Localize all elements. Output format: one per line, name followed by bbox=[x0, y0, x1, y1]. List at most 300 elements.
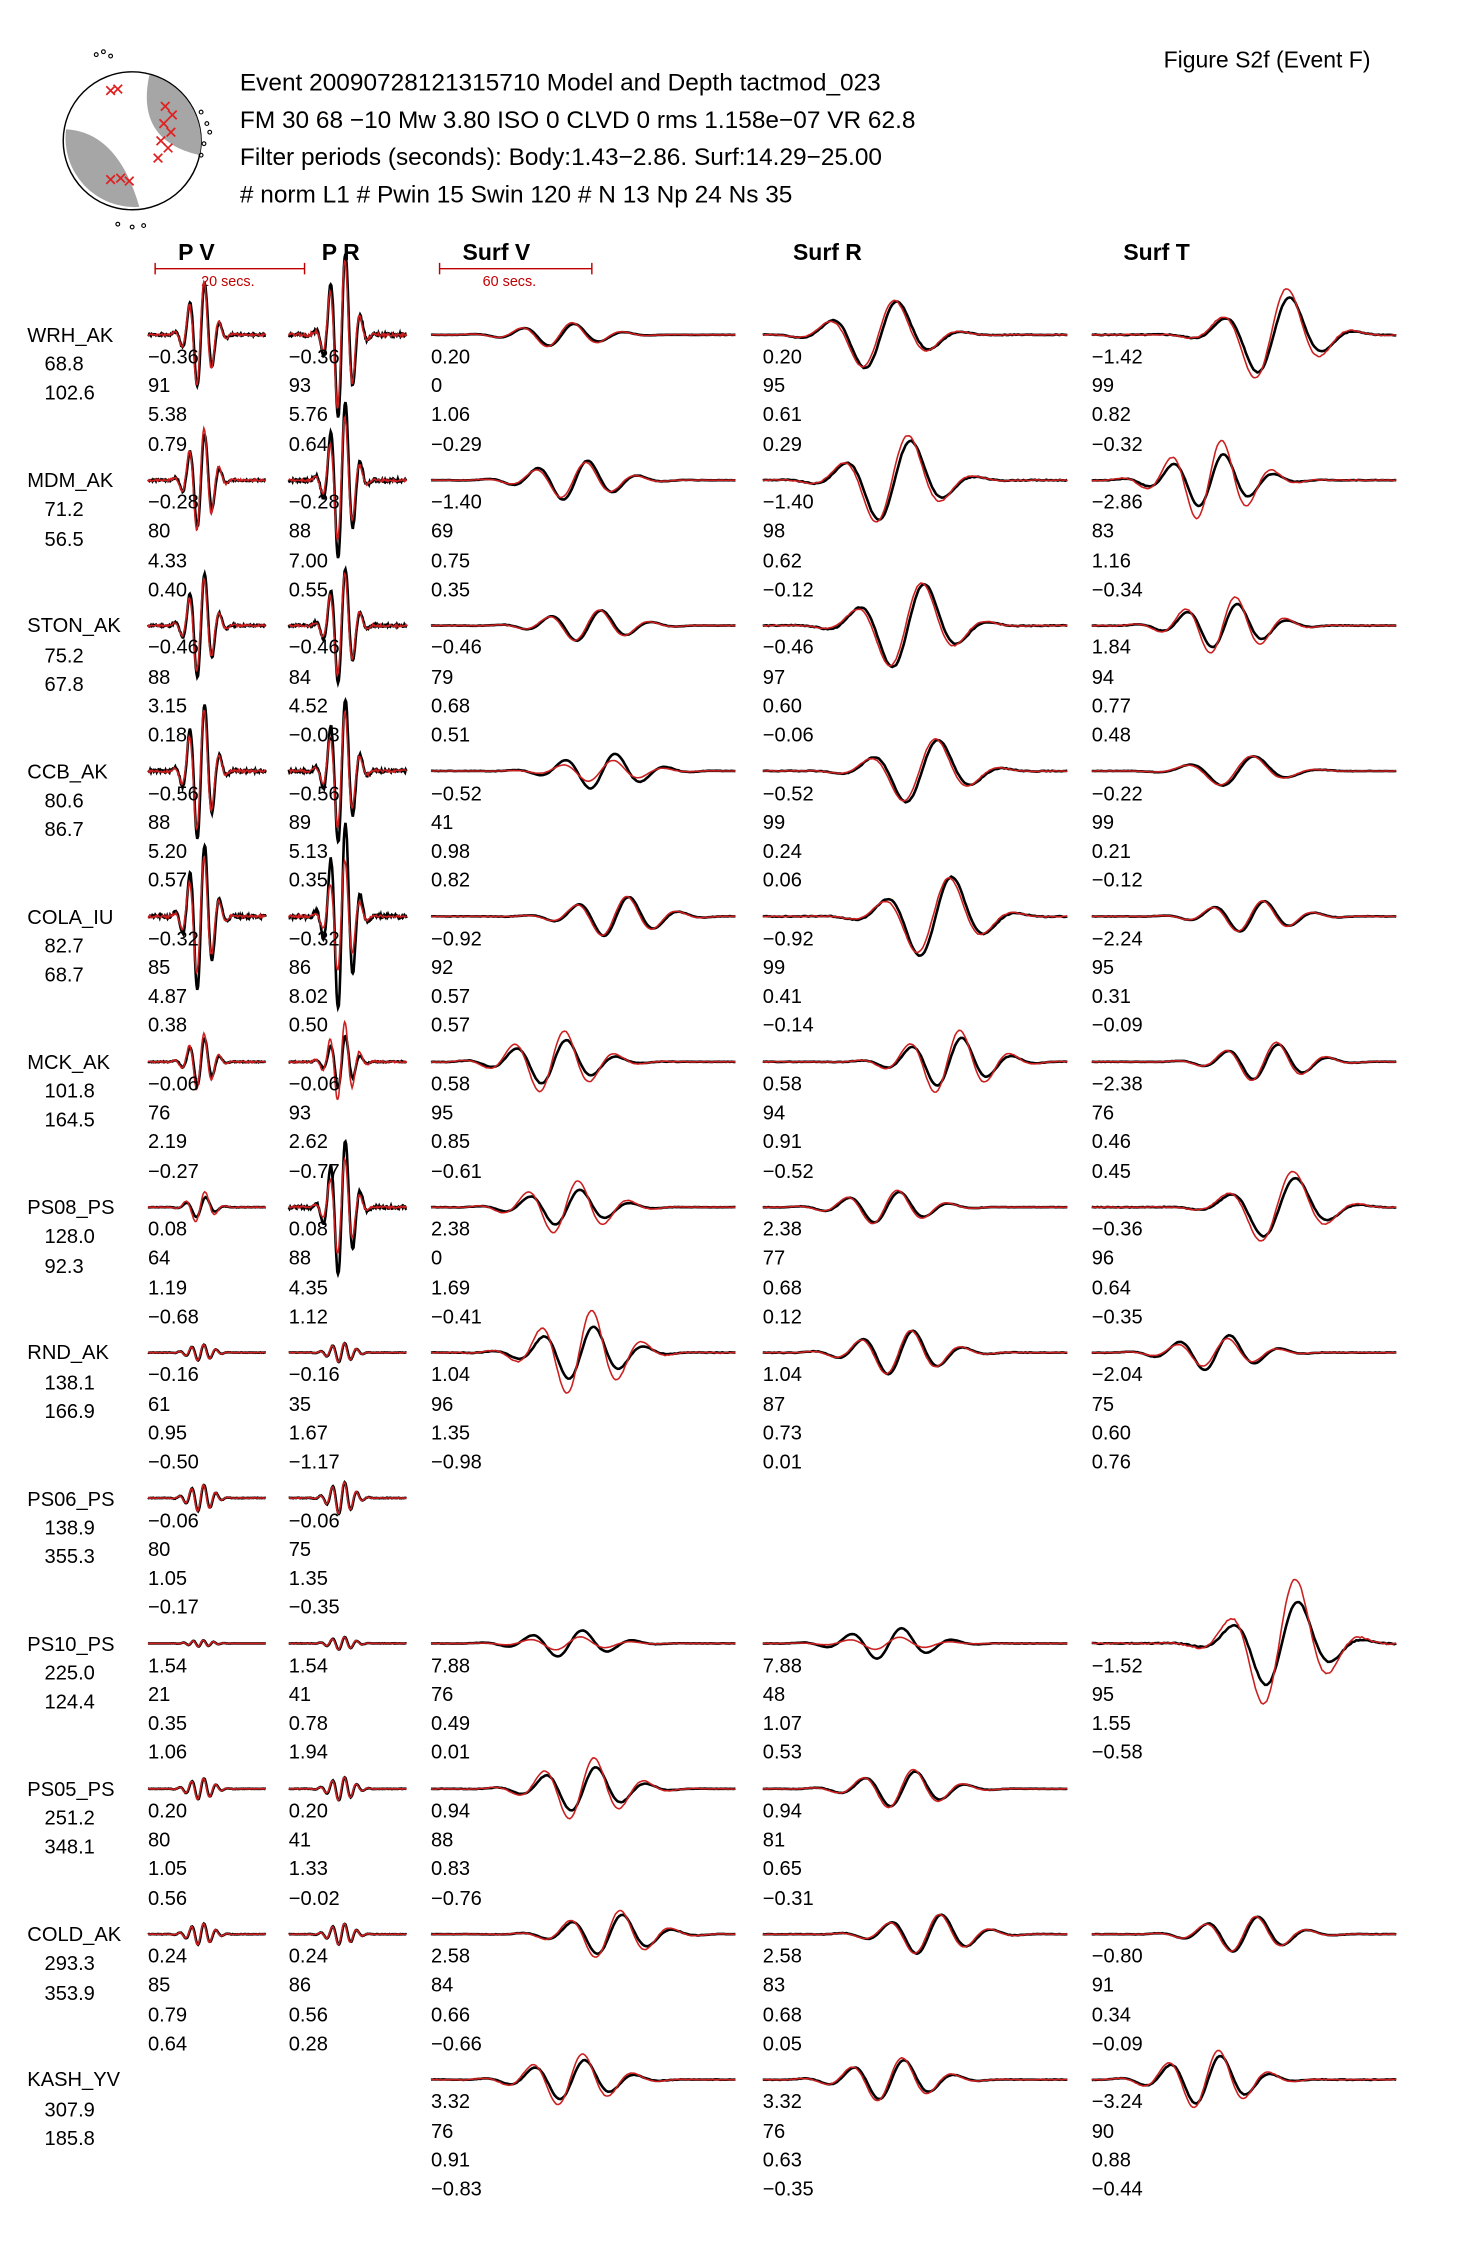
stat-amp: 1.35 bbox=[288, 1566, 328, 1590]
stat-cc: 89 bbox=[288, 810, 312, 834]
stat-amp: 0.64 bbox=[1091, 1275, 1131, 1299]
stat-cc: 41 bbox=[288, 1827, 312, 1851]
stat-tt: 0.48 bbox=[1091, 722, 1131, 746]
stat-tt: −0.35 bbox=[1091, 1304, 1143, 1328]
stat-cc: 84 bbox=[430, 1973, 454, 1997]
component-stats bbox=[148, 633, 199, 749]
station-label bbox=[27, 1484, 114, 1571]
component-stats bbox=[289, 487, 340, 603]
stat-cc: 76 bbox=[762, 2118, 786, 2142]
stat-shift: 0.94 bbox=[430, 1798, 471, 1822]
stat-cc: 94 bbox=[1091, 664, 1115, 688]
stat-cc: 0 bbox=[430, 1246, 443, 1270]
waveform-pair bbox=[763, 1915, 1068, 1954]
stat-cc: 88 bbox=[288, 519, 312, 543]
stat-tt: 0.82 bbox=[430, 868, 471, 892]
component-stats bbox=[431, 1214, 482, 1330]
station-name: PS08_PS bbox=[27, 1195, 115, 1219]
station-distance-azimuth: 355.3 bbox=[44, 1544, 95, 1568]
stat-cc: 85 bbox=[147, 1973, 171, 1997]
station-label bbox=[27, 466, 113, 553]
stat-amp: 0.82 bbox=[1091, 402, 1131, 426]
stat-cc: 79 bbox=[430, 664, 454, 688]
station-distance-azimuth: 86.7 bbox=[44, 817, 84, 841]
stat-cc: 80 bbox=[147, 1827, 171, 1851]
column-header-surf-r: Surf R bbox=[792, 241, 862, 266]
stat-shift: −2.04 bbox=[1091, 1362, 1143, 1386]
stat-cc: 77 bbox=[762, 1246, 786, 1270]
component-stats bbox=[763, 1360, 802, 1476]
waveform-pair bbox=[431, 1630, 736, 1656]
stat-tt: −0.17 bbox=[147, 1595, 199, 1619]
stat-amp: 0.57 bbox=[430, 984, 471, 1008]
stat-tt: −0.68 bbox=[147, 1304, 199, 1328]
station-name: KASH_YV bbox=[27, 2068, 121, 2092]
stat-amp: 0.95 bbox=[147, 1420, 188, 1444]
stat-shift: 7.88 bbox=[430, 1653, 471, 1677]
stat-tt: −0.14 bbox=[762, 1013, 814, 1037]
stat-cc: 96 bbox=[430, 1391, 454, 1415]
station-distance-azimuth: 68.8 bbox=[44, 352, 84, 376]
station-distance-azimuth: 101.8 bbox=[44, 1079, 95, 1103]
stat-amp: 4.33 bbox=[147, 548, 188, 572]
stat-shift: −0.92 bbox=[430, 926, 482, 950]
stat-cc: 80 bbox=[147, 1537, 171, 1561]
stat-tt: −0.12 bbox=[762, 577, 814, 601]
stat-shift: 1.04 bbox=[430, 1362, 471, 1386]
component-stats bbox=[431, 487, 482, 603]
header-line-3: Filter periods (seconds): Body:1.43−2.86. Surf:14.29−25.00 bbox=[239, 143, 883, 171]
stat-tt: −0.31 bbox=[762, 1885, 814, 1909]
stat-amp: 2.19 bbox=[147, 1129, 188, 1153]
stat-cc: 64 bbox=[147, 1246, 171, 1270]
component-stats bbox=[431, 778, 482, 894]
stat-shift: −1.42 bbox=[1091, 344, 1143, 368]
stat-shift: −0.28 bbox=[288, 490, 340, 514]
stat-cc: 88 bbox=[147, 664, 171, 688]
column-header-surf-t: Surf T bbox=[1123, 241, 1190, 266]
column-header-pr: P R bbox=[321, 241, 360, 266]
stat-cc: 76 bbox=[1091, 1100, 1115, 1124]
stat-tt: 0.76 bbox=[1091, 1449, 1131, 1473]
stat-amp: 0.60 bbox=[1091, 1420, 1131, 1444]
body-scale-label: 20 secs. bbox=[201, 274, 255, 291]
stat-tt: 1.06 bbox=[147, 1740, 188, 1764]
stat-tt: −0.77 bbox=[288, 1158, 340, 1182]
station-distance-azimuth: 166.9 bbox=[44, 1399, 95, 1423]
stat-amp: 0.46 bbox=[1091, 1129, 1131, 1153]
stat-tt: −0.44 bbox=[1091, 2176, 1143, 2200]
stat-amp: 1.69 bbox=[430, 1275, 471, 1299]
stat-amp: 0.24 bbox=[762, 839, 802, 863]
component-stats bbox=[148, 924, 199, 1040]
stat-amp: 1.19 bbox=[147, 1275, 188, 1299]
stat-cc: 96 bbox=[1091, 1246, 1115, 1270]
stat-shift: 3.32 bbox=[430, 2089, 471, 2113]
stat-cc: 90 bbox=[1091, 2118, 1115, 2142]
stat-shift: −0.22 bbox=[1091, 781, 1143, 805]
stat-amp: 0.78 bbox=[288, 1711, 328, 1735]
stat-tt: 0.18 bbox=[147, 722, 188, 746]
station-distance-azimuth: 225.0 bbox=[44, 1660, 95, 1684]
stat-tt: −0.50 bbox=[147, 1449, 199, 1473]
stat-tt: −0.02 bbox=[288, 1885, 340, 1909]
stat-shift: 0.24 bbox=[288, 1944, 328, 1968]
stat-amp: 0.60 bbox=[762, 693, 802, 717]
component-stats bbox=[148, 342, 199, 458]
station-distance-azimuth: 82.7 bbox=[44, 933, 84, 957]
stat-tt: 0.40 bbox=[147, 577, 188, 601]
stat-amp: 0.65 bbox=[762, 1856, 802, 1880]
stat-tt: 0.29 bbox=[762, 431, 802, 455]
stat-cc: 86 bbox=[288, 1973, 312, 1997]
component-stats bbox=[148, 1941, 187, 2057]
station-name: CCB_AK bbox=[27, 759, 108, 783]
stat-amp: 1.16 bbox=[1091, 548, 1131, 572]
stat-cc: 69 bbox=[430, 519, 454, 543]
stat-tt: 0.35 bbox=[288, 868, 328, 892]
station-label bbox=[27, 902, 113, 989]
stat-tt: 0.51 bbox=[430, 722, 471, 746]
component-stats bbox=[289, 1941, 328, 2057]
waveform-pair bbox=[148, 1640, 266, 1646]
stat-shift: 0.24 bbox=[147, 1944, 188, 1968]
stat-tt: 0.28 bbox=[288, 2031, 328, 2055]
stat-shift: 0.20 bbox=[430, 344, 471, 368]
stat-shift: 2.58 bbox=[762, 1944, 802, 1968]
stat-tt: −0.03 bbox=[288, 722, 340, 746]
synthetic-trace bbox=[431, 1637, 736, 1650]
component-stats bbox=[1092, 1360, 1143, 1476]
stat-tt: 1.12 bbox=[288, 1304, 328, 1328]
stat-cc: 48 bbox=[762, 1682, 786, 1706]
stat-cc: 91 bbox=[1091, 1973, 1115, 1997]
component-stats bbox=[1092, 487, 1143, 603]
stat-cc: 41 bbox=[288, 1682, 312, 1706]
stat-shift: −0.46 bbox=[147, 635, 199, 659]
stat-tt: −0.58 bbox=[1091, 1740, 1143, 1764]
station-distance-azimuth: 138.1 bbox=[44, 1370, 95, 1394]
component-stats bbox=[289, 1505, 340, 1621]
stat-tt: 0.35 bbox=[430, 577, 471, 601]
stat-shift: −1.40 bbox=[762, 490, 814, 514]
surface-scale-label: 60 secs. bbox=[482, 274, 537, 291]
stat-shift: 0.20 bbox=[762, 344, 802, 368]
stat-shift: 3.32 bbox=[762, 2089, 802, 2113]
component-stats bbox=[1092, 1214, 1143, 1330]
station-distance-azimuth: 68.7 bbox=[44, 962, 84, 986]
stat-amp: 0.88 bbox=[1091, 2147, 1131, 2171]
stat-amp: 1.05 bbox=[147, 1856, 188, 1880]
component-stats bbox=[431, 633, 482, 749]
stat-amp: 0.73 bbox=[762, 1420, 802, 1444]
stat-amp: 0.91 bbox=[762, 1129, 802, 1153]
stat-amp: 0.61 bbox=[762, 402, 802, 426]
stat-cc: 76 bbox=[430, 1682, 454, 1706]
stat-tt: 0.57 bbox=[430, 1013, 471, 1037]
stat-amp: 0.31 bbox=[1091, 984, 1131, 1008]
stat-amp: 1.07 bbox=[762, 1711, 802, 1735]
stat-tt: 0.01 bbox=[430, 1740, 471, 1764]
stat-tt: 0.06 bbox=[762, 868, 802, 892]
stat-tt: 0.64 bbox=[147, 2031, 188, 2055]
stat-tt: −0.41 bbox=[430, 1304, 482, 1328]
station-label bbox=[27, 1774, 114, 1861]
component-stats bbox=[763, 1651, 802, 1767]
stat-tt: −0.34 bbox=[1091, 577, 1143, 601]
stat-amp: 1.05 bbox=[147, 1566, 188, 1590]
stat-shift: −0.06 bbox=[147, 1508, 199, 1532]
stat-amp: 0.34 bbox=[1091, 2002, 1131, 2026]
stat-cc: 97 bbox=[762, 664, 786, 688]
component-stats bbox=[431, 1941, 482, 2057]
stat-amp: 3.15 bbox=[147, 693, 188, 717]
station-distance-azimuth: 307.9 bbox=[44, 2097, 95, 2121]
component-stats bbox=[1092, 1941, 1143, 2057]
component-stats bbox=[148, 1651, 187, 1767]
stat-shift: −1.52 bbox=[1091, 1653, 1143, 1677]
stat-amp: 4.52 bbox=[288, 693, 328, 717]
stat-shift: −0.46 bbox=[430, 635, 482, 659]
stat-cc: 94 bbox=[762, 1100, 786, 1124]
stat-shift: 0.20 bbox=[147, 1798, 188, 1822]
stat-shift: 0.58 bbox=[762, 1071, 802, 1095]
station-distance-azimuth: 92.3 bbox=[44, 1253, 84, 1277]
header-line-1: Event 20090728121315710 Model and Depth tactmod_023 bbox=[239, 68, 881, 97]
station-name: PS06_PS bbox=[27, 1486, 115, 1510]
stat-shift: 1.04 bbox=[762, 1362, 802, 1386]
stat-shift: −0.52 bbox=[762, 781, 814, 805]
stat-cc: 85 bbox=[147, 955, 171, 979]
stat-amp: 0.66 bbox=[430, 2002, 471, 2026]
stat-amp: 0.68 bbox=[762, 1275, 802, 1299]
stat-cc: 35 bbox=[288, 1391, 312, 1415]
component-stats bbox=[289, 1651, 328, 1767]
station-name: MDM_AK bbox=[27, 468, 114, 492]
station-label bbox=[27, 1920, 121, 2007]
component-stats bbox=[431, 1069, 482, 1185]
component-stats bbox=[763, 342, 802, 458]
stat-amp: 0.35 bbox=[147, 1711, 188, 1735]
stat-tt: 0.38 bbox=[147, 1013, 188, 1037]
stat-tt: −0.29 bbox=[430, 431, 482, 455]
stat-shift: −0.56 bbox=[147, 781, 199, 805]
component-stats bbox=[289, 1796, 340, 1912]
stat-tt: −0.76 bbox=[430, 1885, 482, 1909]
stat-cc: 84 bbox=[288, 664, 312, 688]
stat-cc: 93 bbox=[288, 373, 312, 397]
stat-tt: −0.12 bbox=[1091, 868, 1143, 892]
waveform-pair bbox=[1092, 597, 1397, 653]
stat-cc: 95 bbox=[1091, 955, 1115, 979]
component-stats bbox=[289, 633, 340, 749]
station-distance-azimuth: 75.2 bbox=[44, 643, 84, 667]
stat-amp: 0.91 bbox=[430, 2147, 471, 2171]
stat-shift: 2.38 bbox=[430, 1217, 471, 1241]
stat-cc: 41 bbox=[430, 810, 454, 834]
stat-amp: 0.85 bbox=[430, 1129, 471, 1153]
stat-shift: −0.56 bbox=[288, 781, 340, 805]
stat-shift: 0.08 bbox=[147, 1217, 188, 1241]
component-stats bbox=[289, 1360, 340, 1476]
stat-tt: 0.45 bbox=[1091, 1158, 1131, 1182]
component-stats bbox=[289, 1214, 328, 1330]
waveform-pair bbox=[763, 1628, 1068, 1658]
component-stats bbox=[148, 487, 199, 603]
waveform-pair bbox=[763, 1331, 1068, 1375]
stat-shift: 0.20 bbox=[288, 1798, 328, 1822]
header-line-2: FM 30 68 −10 Mw 3.80 ISO 0 CLVD 0 rms 1.158e−07 VR 62.8 bbox=[239, 106, 916, 134]
station-label bbox=[27, 2065, 120, 2152]
stat-shift: −0.80 bbox=[1091, 1944, 1143, 1968]
stat-cc: 75 bbox=[288, 1537, 312, 1561]
stat-tt: −0.06 bbox=[762, 722, 814, 746]
stat-cc: 99 bbox=[762, 810, 786, 834]
station-name: RND_AK bbox=[27, 1341, 109, 1365]
station-distance-azimuth: 185.8 bbox=[44, 2126, 95, 2150]
stat-shift: −0.06 bbox=[288, 1071, 340, 1095]
column-header-surf-v: Surf V bbox=[462, 241, 531, 266]
stat-tt: −0.66 bbox=[430, 2031, 482, 2055]
station-distance-azimuth: 293.3 bbox=[44, 1951, 95, 1975]
stat-shift: −2.24 bbox=[1091, 926, 1143, 950]
stat-tt: 0.79 bbox=[147, 431, 188, 455]
stat-tt: 0.12 bbox=[762, 1304, 802, 1328]
station-name: COLD_AK bbox=[27, 1922, 122, 1946]
waveform-pair bbox=[148, 1345, 266, 1361]
stat-shift: −0.32 bbox=[147, 926, 199, 950]
stat-tt: 0.57 bbox=[147, 868, 188, 892]
stat-tt: 0.64 bbox=[288, 431, 328, 455]
stat-tt: −0.35 bbox=[288, 1595, 340, 1619]
stat-amp: 1.33 bbox=[288, 1856, 328, 1880]
stat-cc: 99 bbox=[1091, 810, 1115, 834]
station-distance-azimuth: 251.2 bbox=[44, 1806, 95, 1830]
station-name: PS10_PS bbox=[27, 1631, 115, 1655]
component-stats bbox=[763, 924, 814, 1040]
stat-shift: −1.40 bbox=[430, 490, 482, 514]
stat-cc: 88 bbox=[288, 1246, 312, 1270]
waveform-pair bbox=[763, 300, 1068, 368]
stat-tt: −0.32 bbox=[1091, 431, 1143, 455]
stat-tt: 0.50 bbox=[288, 1013, 328, 1037]
stat-cc: 88 bbox=[430, 1827, 454, 1851]
stat-cc: 88 bbox=[147, 810, 171, 834]
station-label bbox=[27, 1193, 114, 1280]
component-stats bbox=[1092, 778, 1143, 894]
stat-cc: 91 bbox=[147, 373, 171, 397]
stat-amp: 8.02 bbox=[288, 984, 328, 1008]
stat-shift: −0.46 bbox=[762, 635, 814, 659]
component-stats bbox=[431, 342, 482, 458]
stat-amp: 0.68 bbox=[762, 2002, 802, 2026]
stat-shift: 0.08 bbox=[288, 1217, 328, 1241]
stat-shift: −3.24 bbox=[1091, 2089, 1143, 2113]
stat-tt: −0.27 bbox=[147, 1158, 199, 1182]
station-label bbox=[27, 320, 113, 407]
station-distance-azimuth: 71.2 bbox=[44, 497, 84, 521]
stat-shift: −0.32 bbox=[288, 926, 340, 950]
stat-cc: 83 bbox=[1091, 519, 1115, 543]
stat-shift: −0.06 bbox=[288, 1508, 340, 1532]
stat-shift: −0.46 bbox=[288, 635, 340, 659]
station-distance-azimuth: 164.5 bbox=[44, 1108, 95, 1132]
component-stats bbox=[148, 1505, 199, 1621]
stat-amp: 0.98 bbox=[430, 839, 471, 863]
component-stats bbox=[763, 1069, 814, 1185]
station-distance-azimuth: 102.6 bbox=[44, 381, 95, 405]
component-stats bbox=[148, 1069, 199, 1185]
component-stats bbox=[289, 924, 340, 1040]
stat-shift: 0.94 bbox=[762, 1798, 802, 1822]
station-distance-azimuth: 353.9 bbox=[44, 1980, 95, 2004]
station-distance-azimuth: 124.4 bbox=[44, 1689, 95, 1713]
synthetic-trace bbox=[763, 1331, 1068, 1374]
station-name: PS05_PS bbox=[27, 1777, 115, 1801]
header-line-4: # norm L1 # Pwin 15 Swin 120 # N 13 Np 24 Ns 35 bbox=[239, 181, 793, 209]
stat-cc: 95 bbox=[762, 373, 786, 397]
stat-amp: 5.76 bbox=[288, 402, 328, 426]
component-stats bbox=[1092, 1069, 1143, 1185]
stat-amp: 7.00 bbox=[288, 548, 328, 572]
stat-shift: −0.36 bbox=[147, 344, 199, 368]
stat-tt: −0.09 bbox=[1091, 2031, 1143, 2055]
stat-shift: −0.36 bbox=[288, 344, 340, 368]
stat-shift: 2.38 bbox=[762, 1217, 802, 1241]
stat-amp: 0.21 bbox=[1091, 839, 1131, 863]
component-stats bbox=[148, 1360, 199, 1476]
figure-label: Figure S2f (Event F) bbox=[1163, 48, 1371, 74]
stat-amp: 1.67 bbox=[288, 1420, 328, 1444]
stat-shift: −0.52 bbox=[430, 781, 482, 805]
stat-tt: −0.52 bbox=[762, 1158, 814, 1182]
stat-cc: 21 bbox=[147, 1682, 171, 1706]
stat-cc: 75 bbox=[1091, 1391, 1115, 1415]
component-stats bbox=[148, 1214, 199, 1330]
stat-shift: 1.54 bbox=[288, 1653, 328, 1677]
stat-shift: −0.16 bbox=[288, 1362, 340, 1386]
component-stats bbox=[148, 1796, 187, 1912]
stat-amp: 1.06 bbox=[430, 402, 471, 426]
stat-shift: −2.38 bbox=[1091, 1071, 1143, 1095]
stat-tt: −1.17 bbox=[288, 1449, 340, 1473]
waveform-pair bbox=[763, 1190, 1068, 1223]
stat-cc: 95 bbox=[1091, 1682, 1115, 1706]
stat-cc: 80 bbox=[147, 519, 171, 543]
stat-cc: 98 bbox=[762, 519, 786, 543]
stat-cc: 76 bbox=[430, 2118, 454, 2142]
component-stats bbox=[763, 487, 814, 603]
station-label bbox=[27, 757, 107, 844]
waveform-pair bbox=[289, 1637, 407, 1650]
stat-cc: 76 bbox=[147, 1100, 171, 1124]
stat-shift: 1.84 bbox=[1091, 635, 1131, 659]
component-stats bbox=[1092, 1651, 1143, 1767]
component-stats bbox=[431, 1651, 470, 1767]
component-stats bbox=[289, 342, 340, 458]
stat-amp: 0.62 bbox=[762, 548, 802, 572]
component-stats bbox=[431, 1360, 482, 1476]
station-label bbox=[27, 1047, 110, 1134]
stat-tt: −0.83 bbox=[430, 2176, 482, 2200]
component-stats bbox=[148, 778, 199, 894]
stat-cc: 0 bbox=[430, 373, 443, 397]
stat-amp: 4.35 bbox=[288, 1275, 328, 1299]
stat-shift: −0.06 bbox=[147, 1071, 199, 1095]
stat-amp: 0.79 bbox=[147, 2002, 188, 2026]
stat-tt: 1.94 bbox=[288, 1740, 328, 1764]
stat-shift: −0.16 bbox=[147, 1362, 199, 1386]
